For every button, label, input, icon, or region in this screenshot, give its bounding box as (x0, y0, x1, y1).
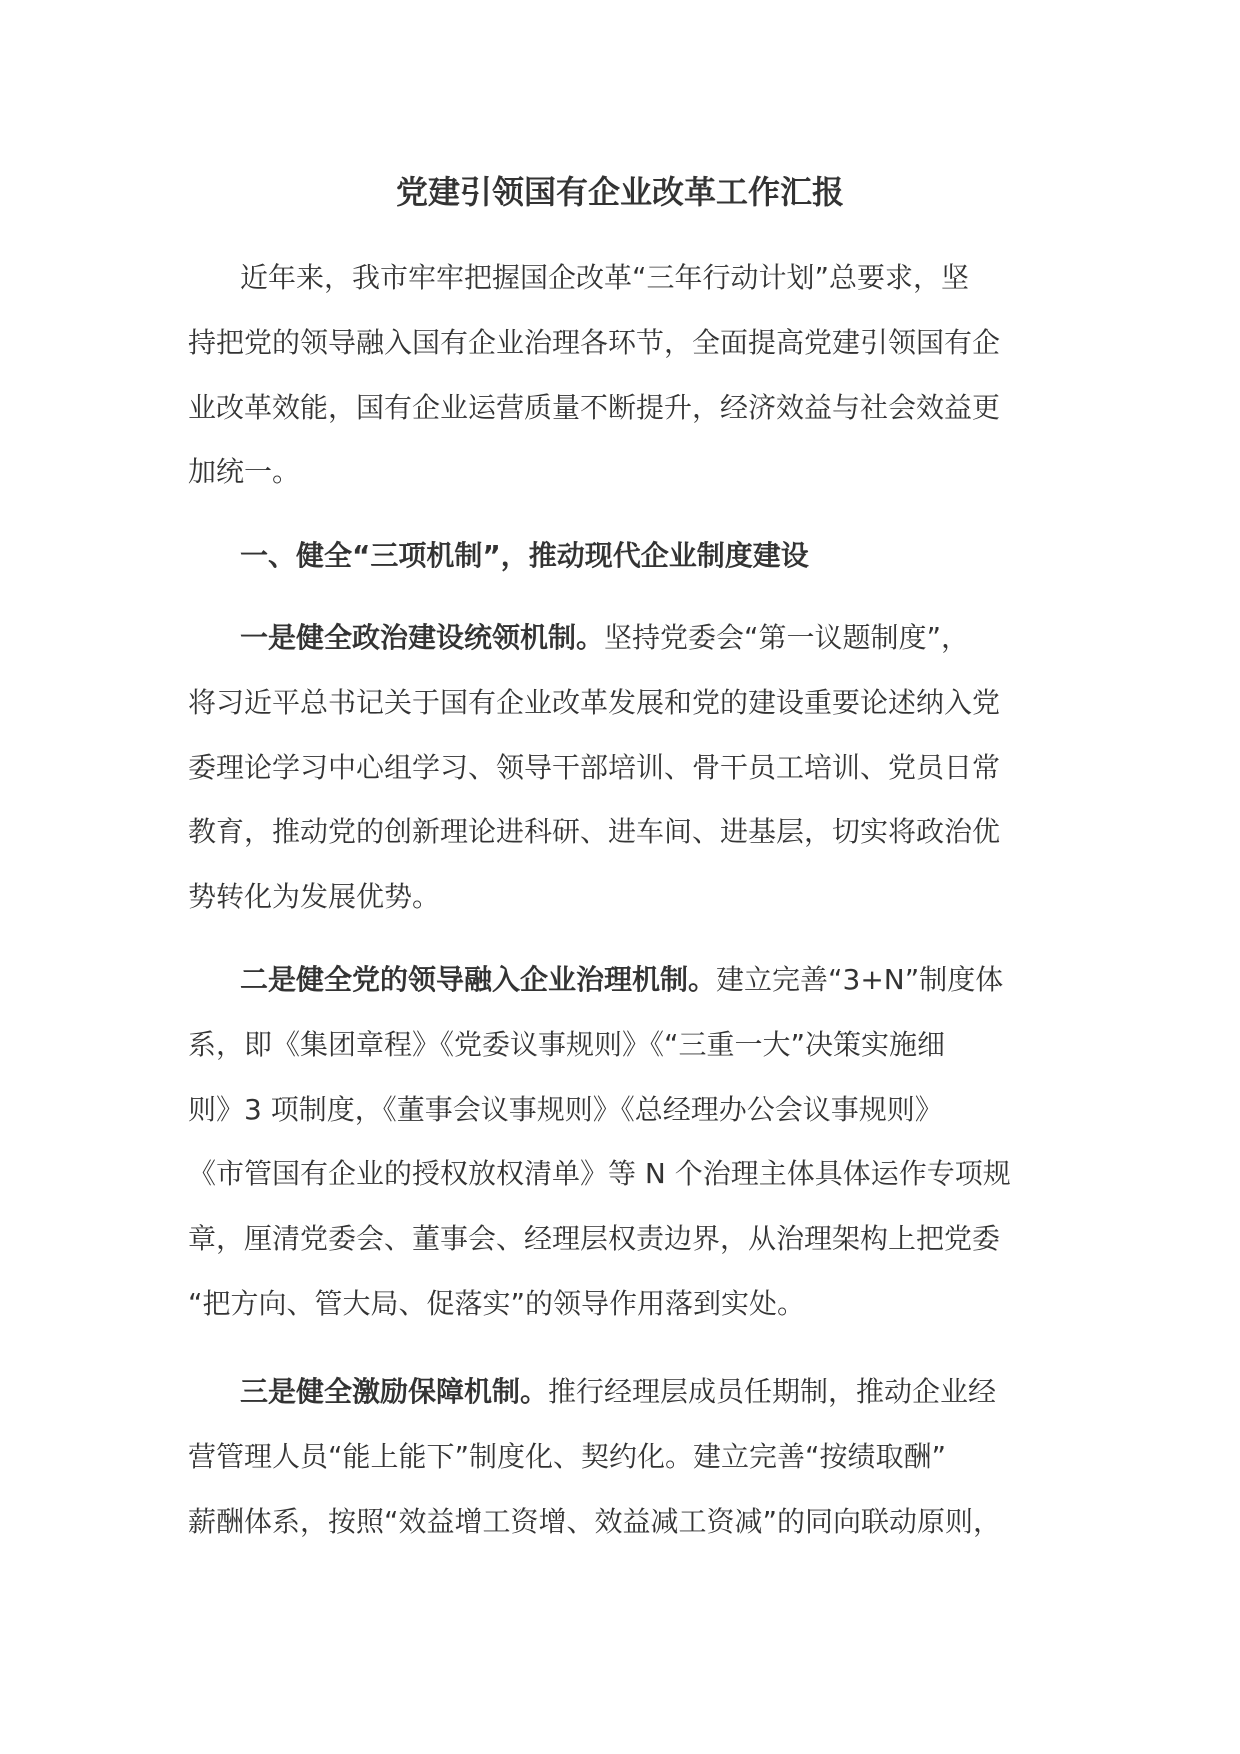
paragraph-line: 持把党的领导融入国有企业治理各环节，全面提高党建引领国有企 (188, 325, 1001, 359)
paragraph-line: 业改革效能，国有企业运营质量不断提升，经济效益与社会效益更 (188, 390, 1001, 424)
paragraph-line: 则》3 项制度，《董事会议事规则》《总经理办公会议事规则》 (188, 1092, 943, 1126)
paragraph-text: 推行经理层成员任期制，推动企业经 (548, 1375, 997, 1408)
paragraph-line: 教育，推动党的创新理论进科研、进车间、进基层，切实将政治优 (188, 815, 1001, 849)
paragraph-lead: 一是健全政治建设统领机制。 (240, 621, 605, 654)
paragraph-text: 坚持党委会“第一议题制度”， (604, 621, 970, 654)
intro-paragraph (188, 246, 1068, 505)
section-paragraph-2 (188, 948, 1068, 1337)
paragraph-line: “把方向、管大局、促落实”的领导作用落到实处。 (188, 1286, 806, 1320)
paragraph-lead: 二是健全党的领导融入企业治理机制。 (240, 963, 717, 996)
paragraph-line: 营管理人员“能上能下”制度化、契约化。建立完善“按绩取酬” (188, 1439, 947, 1473)
paragraph-line: 《市管国有企业的授权放权清单》等 N 个治理主体具体运作专项规 (188, 1157, 1011, 1191)
paragraph-line: 势转化为发展优势。 (188, 880, 441, 914)
paragraph-line: 系，即《集团章程》《党委议事规则》《“三重一大”决策实施细 (188, 1027, 946, 1061)
paragraph-line (188, 1360, 1068, 1425)
paragraph-line: 委理论学习中心组学习、领导干部培训、骨干员工培训、党员日常 (188, 750, 1001, 784)
section-paragraph-1 (188, 606, 1068, 930)
paragraph-line (188, 948, 1068, 1013)
paragraph-line: 将习近平总书记关于国有企业改革发展和党的建设重要论述纳入党 (188, 685, 1001, 719)
paragraph-line: 章，厘清党委会、董事会、经理层权责边界，从治理架构上把党委 (188, 1222, 1001, 1256)
paragraph-line (188, 606, 1068, 671)
paragraph-line: 近年来，我市牢牢把握国企改革“三年行动计划”总要求，坚 (240, 261, 970, 294)
paragraph-text: 建立完善“3+N”制度体 (716, 963, 1004, 996)
section-paragraph-3 (188, 1360, 1068, 1554)
section-heading-text: 一、健全“三项机制”，推动现代企业制度建设 (240, 539, 809, 572)
section-heading (188, 524, 1068, 589)
document-title: 党建引领国有企业改革工作汇报 (395, 173, 844, 211)
paragraph-line: 薪酬体系，按照“效益增工资增、效益减工资减”的同向联动原则， (188, 1504, 1002, 1538)
paragraph-line: 加统一。 (188, 455, 301, 489)
paragraph-lead: 三是健全激励保障机制。 (240, 1375, 549, 1408)
